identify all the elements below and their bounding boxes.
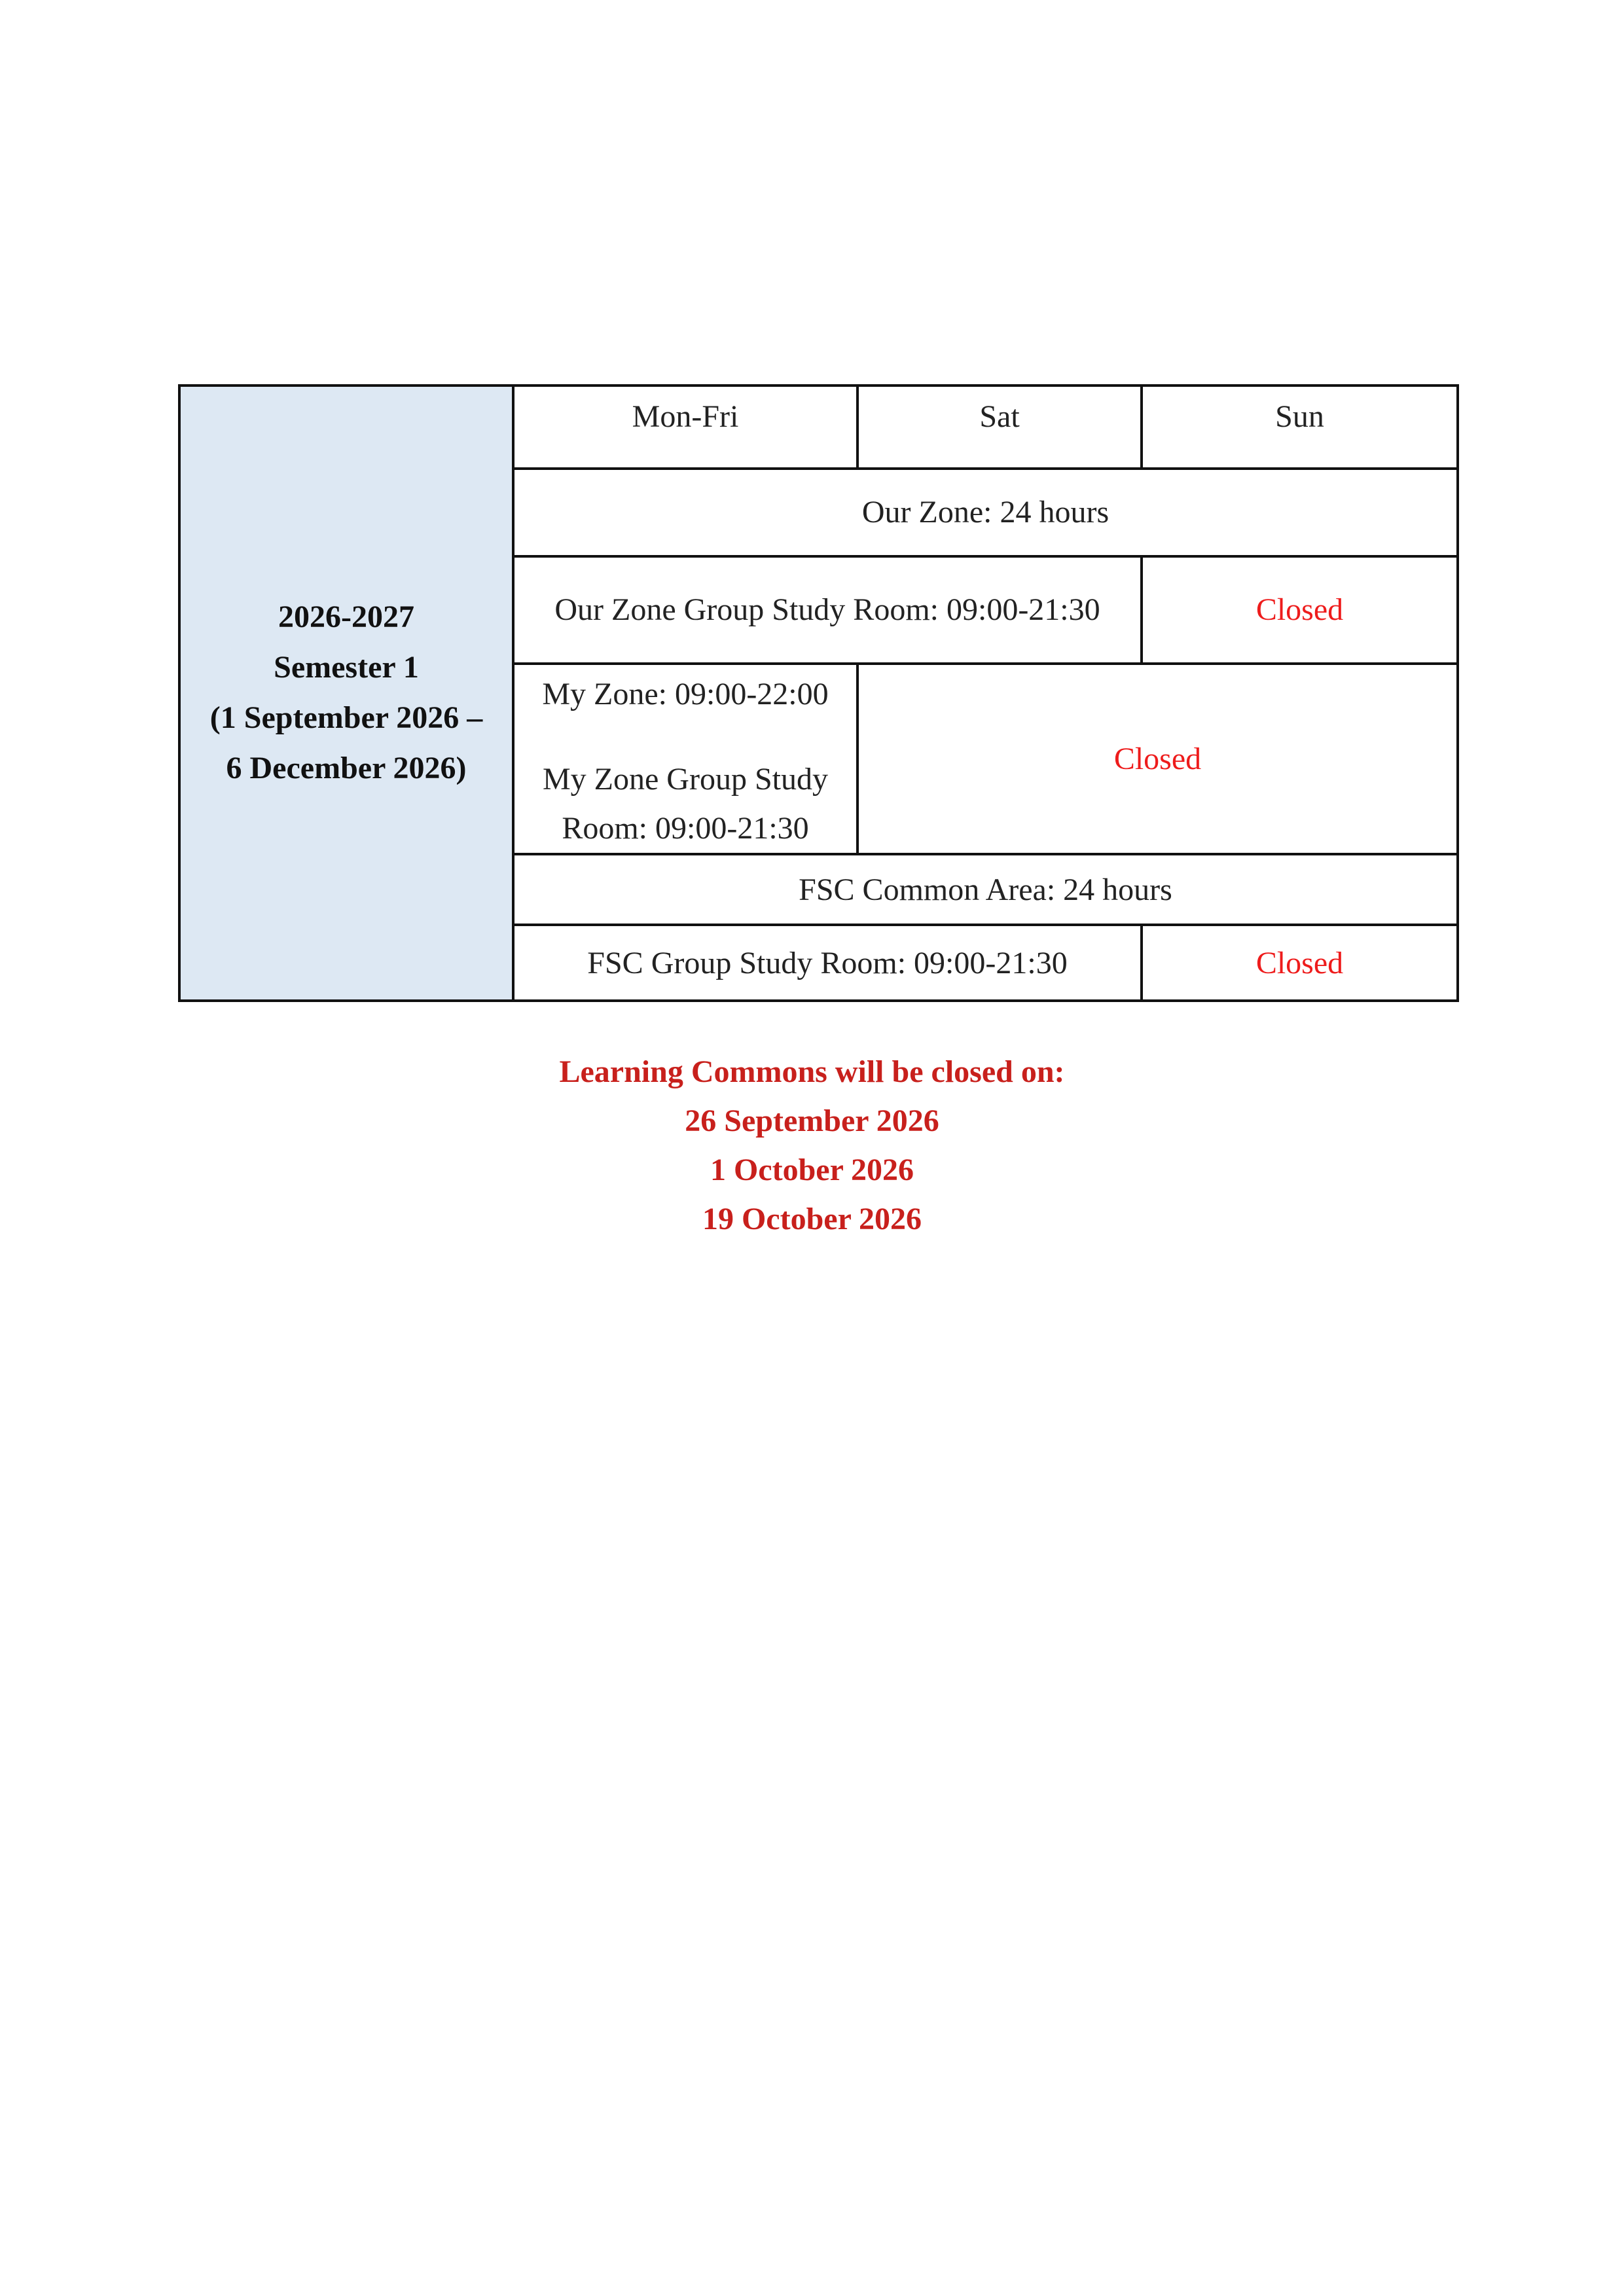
our-zone-group-room-sun-closed: Closed [1142, 556, 1458, 664]
closure-heading: Learning Commons will be closed on: [559, 1054, 1065, 1089]
term-semester: Semester 1 [274, 650, 419, 685]
term-year: 2026-2027 [278, 600, 414, 635]
our-zone-group-room-hours: Our Zone Group Study Room: 09:00-21:30 [513, 556, 1142, 664]
closure-date: 19 October 2026 [702, 1202, 922, 1236]
closure-date: 26 September 2026 [685, 1103, 939, 1138]
my-zone-group-room-hours: My Zone Group Study Room: 09:00-21:30 [543, 762, 828, 846]
term-cell [179, 386, 513, 1001]
our-zone-hours: Our Zone: 24 hours [513, 469, 1458, 556]
my-zone-hours: My Zone: 09:00-22:00 [542, 677, 829, 711]
fsc-common-area-hours: FSC Common Area: 24 hours [513, 854, 1458, 925]
my-zone-weekend-closed: Closed [857, 664, 1458, 854]
header-sun: Sun [1142, 386, 1458, 469]
fsc-group-room-sun-closed: Closed [1142, 925, 1458, 1001]
header-mon-fri: Mon-Fri [513, 386, 857, 469]
term-range-start: (1 September 2026 – [209, 700, 483, 736]
opening-hours-table [178, 384, 1459, 1002]
closure-date: 1 October 2026 [710, 1153, 914, 1187]
term-range-end: 6 December 2026) [226, 750, 467, 785]
my-zone-cell [513, 664, 857, 854]
fsc-group-room-hours: FSC Group Study Room: 09:00-21:30 [513, 925, 1142, 1001]
header-sat: Sat [857, 386, 1142, 469]
closure-notice [0, 1047, 1624, 1244]
